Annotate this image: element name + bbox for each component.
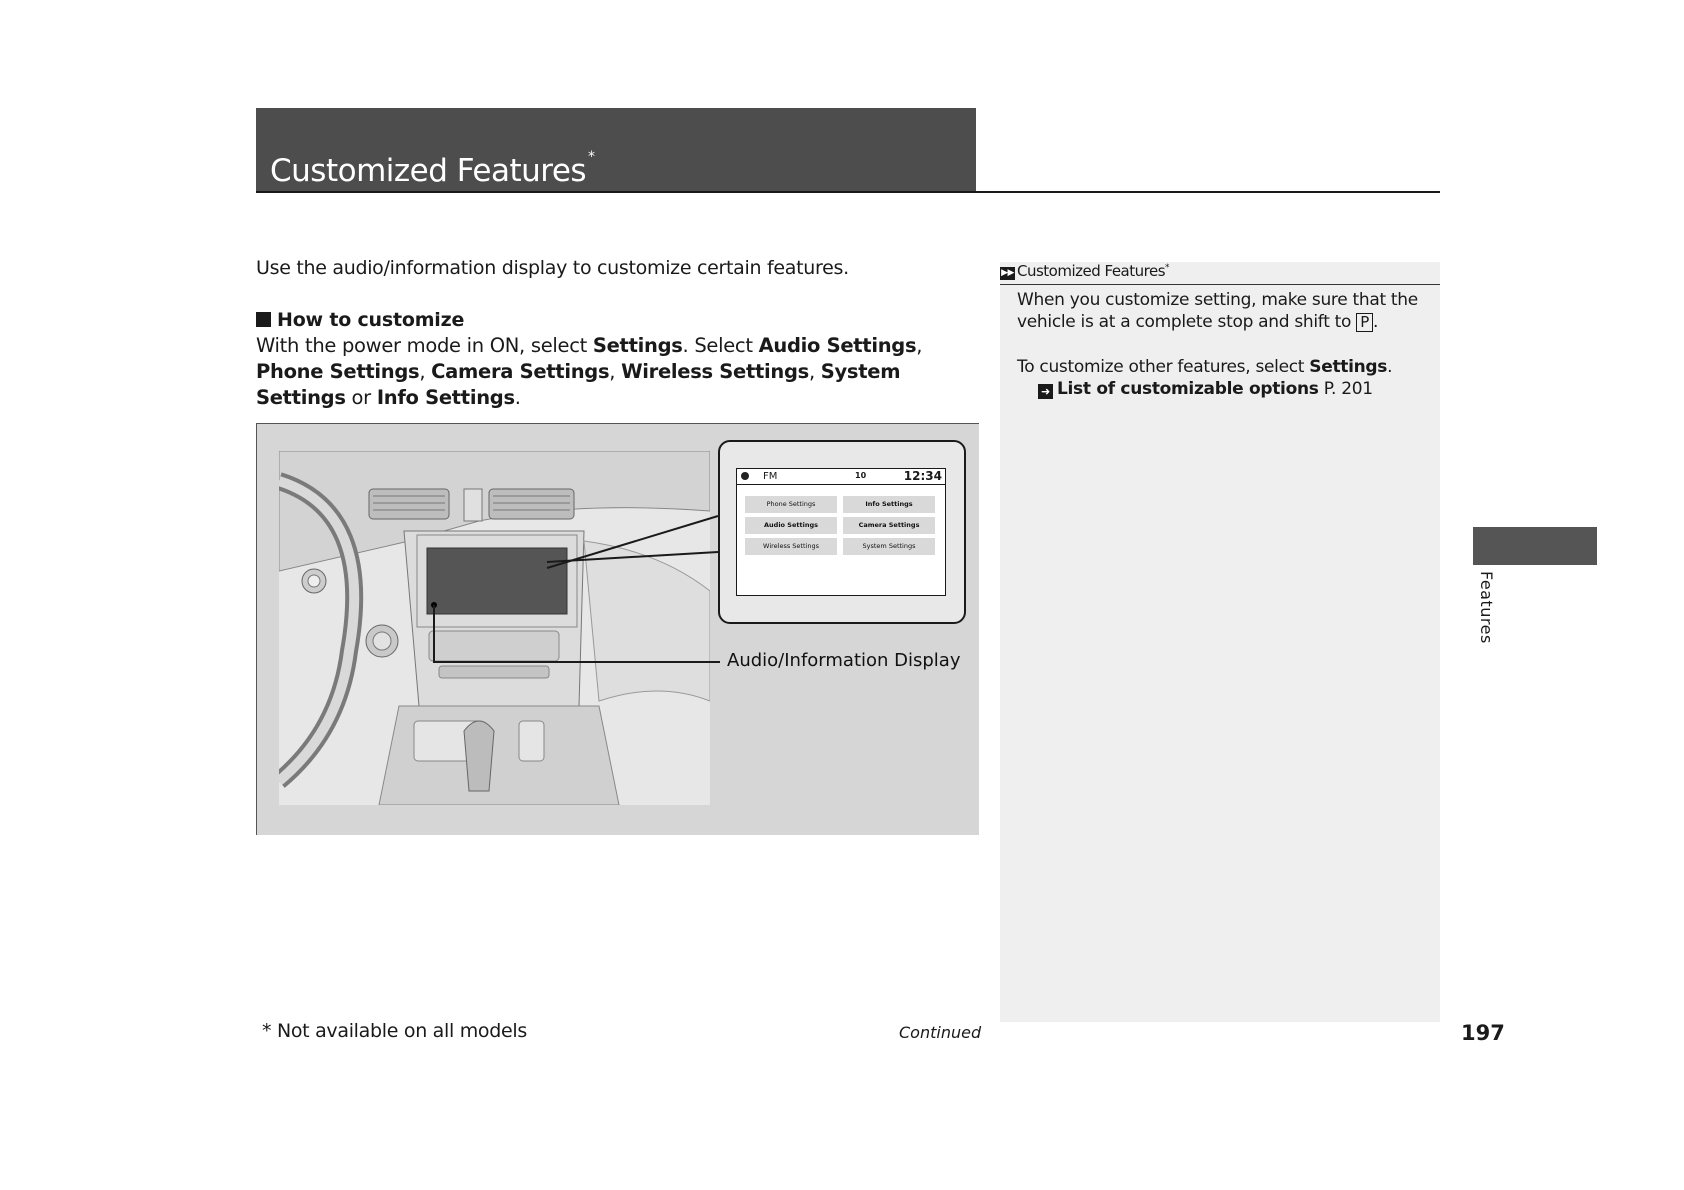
howto-body-segment: , (609, 360, 622, 383)
band-label: FM (763, 471, 778, 482)
howto-body-segment: or (345, 386, 377, 409)
howto-body-segment: System Settings (256, 360, 901, 409)
sidebar-heading: ▶▶ Customized Features* (1000, 262, 1440, 285)
square-bullet-icon (256, 312, 271, 327)
howto-body-segment: , (419, 360, 432, 383)
title-rule (256, 191, 1440, 193)
reference-arrow-icon: ➜ (1038, 384, 1053, 399)
footnote: * Not available on all models (262, 1020, 527, 1042)
screen-status-bar (737, 469, 945, 485)
display-screen (736, 468, 946, 596)
tile-phone-settings: Phone Settings (745, 496, 837, 513)
tile-audio-settings: Audio Settings (745, 517, 837, 534)
continued-label: Continued (899, 1023, 982, 1042)
howto-body-segment: Wireless Settings (621, 360, 809, 383)
howto-body-segment: . Select (682, 334, 759, 357)
howto-body-segment: Info Settings (376, 386, 515, 409)
page-number: 197 (1461, 1021, 1505, 1045)
howto-body-segment: . (514, 386, 521, 409)
sidebar-paragraph-2: To customize other features, select Settings. (1017, 357, 1393, 377)
figure-label: Audio/Information Display (727, 650, 961, 671)
display-callout (718, 440, 966, 624)
signal-value: 10 (855, 471, 867, 480)
howto-body-segment: Audio Settings (758, 334, 917, 357)
page-title: Customized Features * (270, 149, 595, 189)
sidebar-paragraph-1: When you customize setting, make sure that the vehicle is at a complete stop and shift to P . (1017, 290, 1418, 332)
tile-camera-settings: Camera Settings (843, 517, 935, 534)
howto-body-segment: Camera Settings (431, 360, 610, 383)
section-tab-label: Features (1477, 571, 1496, 644)
title-bar (256, 108, 976, 193)
section-tab[interactable] (1473, 527, 1597, 565)
dashboard-illustration (256, 423, 979, 835)
tile-info-settings: Info Settings (843, 496, 935, 513)
record-icon (741, 472, 749, 480)
tile-system-settings: System Settings (843, 538, 935, 555)
clock: 12:34 (903, 469, 942, 483)
sidebar-note (1000, 262, 1440, 1022)
customizable-options-link[interactable]: ➜ List of customizable options P. 201 (1038, 378, 1373, 400)
tile-wireless-settings: Wireless Settings (745, 538, 837, 555)
howto-body-segment: , (808, 360, 821, 383)
howto-heading: How to customize (256, 309, 464, 331)
howto-body-segment: Phone Settings (256, 360, 420, 383)
gear-p-symbol: P (1356, 313, 1373, 332)
howto-body-segment: , (916, 334, 923, 357)
howto-body (256, 333, 976, 411)
intro-text: Use the audio/information display to customize certain features. (256, 257, 849, 279)
howto-body-segment: Settings (592, 334, 683, 357)
howto-body-segment: With the power mode in ON, select (256, 334, 593, 357)
double-arrow-icon: ▶▶ (1001, 268, 1014, 278)
